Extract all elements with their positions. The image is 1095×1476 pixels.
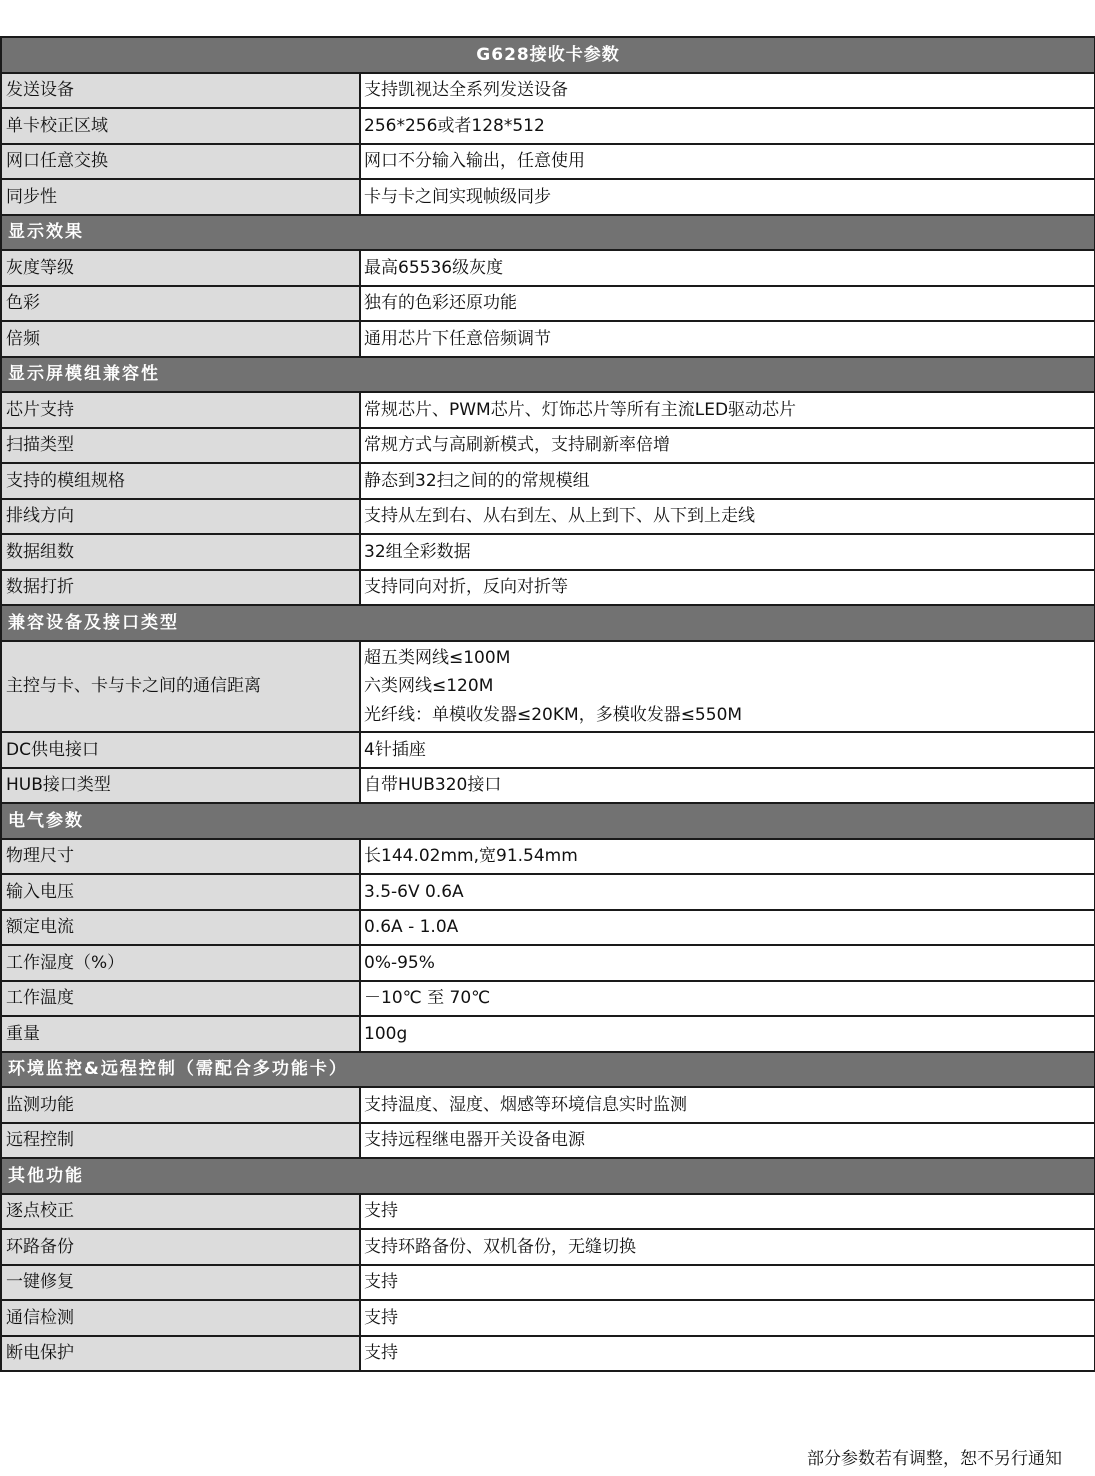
row-value	[360, 499, 1095, 535]
spec-table-body	[1, 37, 1095, 1371]
section-row	[1, 605, 1095, 641]
row-value	[360, 945, 1095, 981]
table-row	[1, 981, 1095, 1017]
table-row	[1, 321, 1095, 357]
row-label: 倍频	[1, 321, 360, 357]
row-value-line: 支持远程继电器开关设备电源	[364, 1130, 585, 1151]
row-value	[360, 144, 1095, 180]
row-value-line: 3.5-6V 0.6A	[364, 881, 464, 902]
table-row	[1, 1336, 1095, 1372]
row-value	[360, 1194, 1095, 1230]
row-value-line: 光纤线：单模收发器≤20KM，多模收发器≤550M	[364, 704, 743, 725]
footnote: 部分参数若有调整，恕不另行通知	[807, 1449, 1062, 1469]
row-label: 工作湿度（%）	[1, 945, 360, 981]
row-label: 主控与卡、卡与卡之间的通信距离	[1, 641, 360, 733]
row-value	[360, 874, 1095, 910]
row-value	[360, 392, 1095, 428]
table-row	[1, 1194, 1095, 1230]
table-row	[1, 910, 1095, 946]
table-row	[1, 874, 1095, 910]
row-value	[360, 981, 1095, 1017]
row-label: 一键修复	[1, 1265, 360, 1301]
row-value	[360, 73, 1095, 109]
row-value-line: 六类网线≤120M	[364, 676, 494, 696]
row-label: 重量	[1, 1016, 360, 1052]
section-heading: 兼容设备及接口类型	[1, 605, 1095, 641]
row-value	[360, 463, 1095, 499]
table-row	[1, 1265, 1095, 1301]
section-heading: 电气参数	[1, 803, 1095, 839]
table-row	[1, 144, 1095, 180]
table-row	[1, 641, 1095, 733]
table-row	[1, 108, 1095, 144]
table-row	[1, 1016, 1095, 1052]
row-value-line: 通用芯片下任意倍频调节	[364, 328, 551, 349]
row-value-line: 支持凯视达全系列发送设备	[364, 80, 568, 101]
row-value-line: 支持	[364, 1307, 398, 1328]
row-value-line: 支持	[364, 1343, 398, 1364]
row-value-line: 支持从左到右、从右到左、从上到下、从下到上走线	[364, 506, 755, 527]
section-row	[1, 803, 1095, 839]
row-label: 环路备份	[1, 1229, 360, 1265]
table-row	[1, 179, 1095, 215]
table-row	[1, 73, 1095, 109]
row-value-line: 网口不分输入输出，任意使用	[364, 151, 585, 172]
table-row	[1, 1123, 1095, 1159]
table-row	[1, 732, 1095, 768]
row-label: 支持的模组规格	[1, 463, 360, 499]
row-label: 输入电压	[1, 874, 360, 910]
row-value	[360, 1229, 1095, 1265]
row-value-line: 支持	[364, 1272, 398, 1293]
row-value-line: －10℃ 至 70℃	[364, 988, 491, 1009]
row-label: 通信检测	[1, 1300, 360, 1336]
row-label: 网口任意交换	[1, 144, 360, 180]
row-value-line: 独有的色彩还原功能	[364, 293, 517, 314]
row-value	[360, 1336, 1095, 1372]
row-label: 灰度等级	[1, 250, 360, 286]
row-label: 数据打折	[1, 570, 360, 606]
row-value-line: 支持温度、湿度、烟感等环境信息实时监测	[364, 1094, 687, 1115]
section-row	[1, 357, 1095, 393]
row-value-line: 支持	[364, 1201, 398, 1222]
row-label: 色彩	[1, 286, 360, 322]
table-row	[1, 392, 1095, 428]
row-label: 数据组数	[1, 534, 360, 570]
section-heading: 显示屏模组兼容性	[1, 357, 1095, 393]
row-value	[360, 250, 1095, 286]
table-row	[1, 428, 1095, 464]
row-label: 远程控制	[1, 1123, 360, 1159]
row-label: HUB接口类型	[1, 768, 360, 804]
section-row	[1, 1052, 1095, 1088]
row-label: 发送设备	[1, 73, 360, 109]
row-label: 扫描类型	[1, 428, 360, 464]
section-row	[1, 1158, 1095, 1194]
row-label: 逐点校正	[1, 1194, 360, 1230]
section-heading: 其他功能	[1, 1158, 1095, 1194]
row-value	[360, 534, 1095, 570]
row-value-line: 长144.02mm,宽91.54mm	[364, 846, 578, 867]
row-value-line: 超五类网线≤100M	[364, 647, 511, 668]
row-value	[360, 839, 1095, 875]
row-label: 芯片支持	[1, 392, 360, 428]
row-value	[360, 1016, 1095, 1052]
row-value-line: 支持同向对折，反向对折等	[364, 577, 568, 598]
row-value	[360, 768, 1095, 804]
section-row	[1, 215, 1095, 251]
row-value-line: 静态到32扫之间的的常规模组	[364, 470, 590, 491]
section-heading: 环境监控&远程控制（需配合多功能卡）	[1, 1052, 1095, 1088]
row-label: 单卡校正区域	[1, 108, 360, 144]
row-value	[360, 286, 1095, 322]
row-label: 排线方向	[1, 499, 360, 535]
row-value	[360, 321, 1095, 357]
row-value-line: 常规芯片、PWM芯片、灯饰芯片等所有主流LED驱动芯片	[364, 399, 797, 420]
row-value-line: 自带HUB320接口	[364, 775, 502, 796]
table-row	[1, 463, 1095, 499]
section-heading: 显示效果	[1, 215, 1095, 251]
row-value	[360, 179, 1095, 215]
row-value-line: 0%-95%	[364, 952, 435, 973]
table-row	[1, 1087, 1095, 1123]
row-value-line: 256*256或者128*512	[364, 115, 545, 136]
row-label: 同步性	[1, 179, 360, 215]
row-value-line: 卡与卡之间实现帧级同步	[364, 186, 551, 207]
table-row	[1, 570, 1095, 606]
row-label: 额定电流	[1, 910, 360, 946]
row-value	[360, 1123, 1095, 1159]
table-row	[1, 250, 1095, 286]
row-value	[360, 1300, 1095, 1336]
row-value-line: 100g	[364, 1023, 408, 1044]
row-value	[360, 1265, 1095, 1301]
table-title: G628接收卡参数	[1, 37, 1095, 73]
row-label: 监测功能	[1, 1087, 360, 1123]
row-value	[360, 732, 1095, 768]
row-value	[360, 428, 1095, 464]
row-value	[360, 910, 1095, 946]
table-title-row	[1, 37, 1095, 73]
row-value-line: 0.6A - 1.0A	[364, 917, 459, 938]
row-value	[360, 1087, 1095, 1123]
row-label: 工作温度	[1, 981, 360, 1017]
table-row	[1, 1229, 1095, 1265]
row-value	[360, 570, 1095, 606]
table-row	[1, 839, 1095, 875]
row-label: 物理尺寸	[1, 839, 360, 875]
row-value-line: 支持环路备份、双机备份，无缝切换	[364, 1236, 636, 1257]
table-row	[1, 768, 1095, 804]
table-row	[1, 945, 1095, 981]
table-row	[1, 499, 1095, 535]
row-value-line: 常规方式与高刷新模式，支持刷新率倍增	[364, 435, 670, 456]
table-row	[1, 1300, 1095, 1336]
row-label: DC供电接口	[1, 732, 360, 768]
row-value	[360, 641, 1095, 733]
row-label: 断电保护	[1, 1336, 360, 1372]
table-row	[1, 286, 1095, 322]
row-value	[360, 108, 1095, 144]
row-value-line: 4针插座	[364, 739, 426, 760]
row-value-line: 32组全彩数据	[364, 541, 471, 562]
row-value-line: 最高65536级灰度	[364, 257, 504, 278]
table-row	[1, 534, 1095, 570]
spec-table	[0, 36, 1095, 1372]
